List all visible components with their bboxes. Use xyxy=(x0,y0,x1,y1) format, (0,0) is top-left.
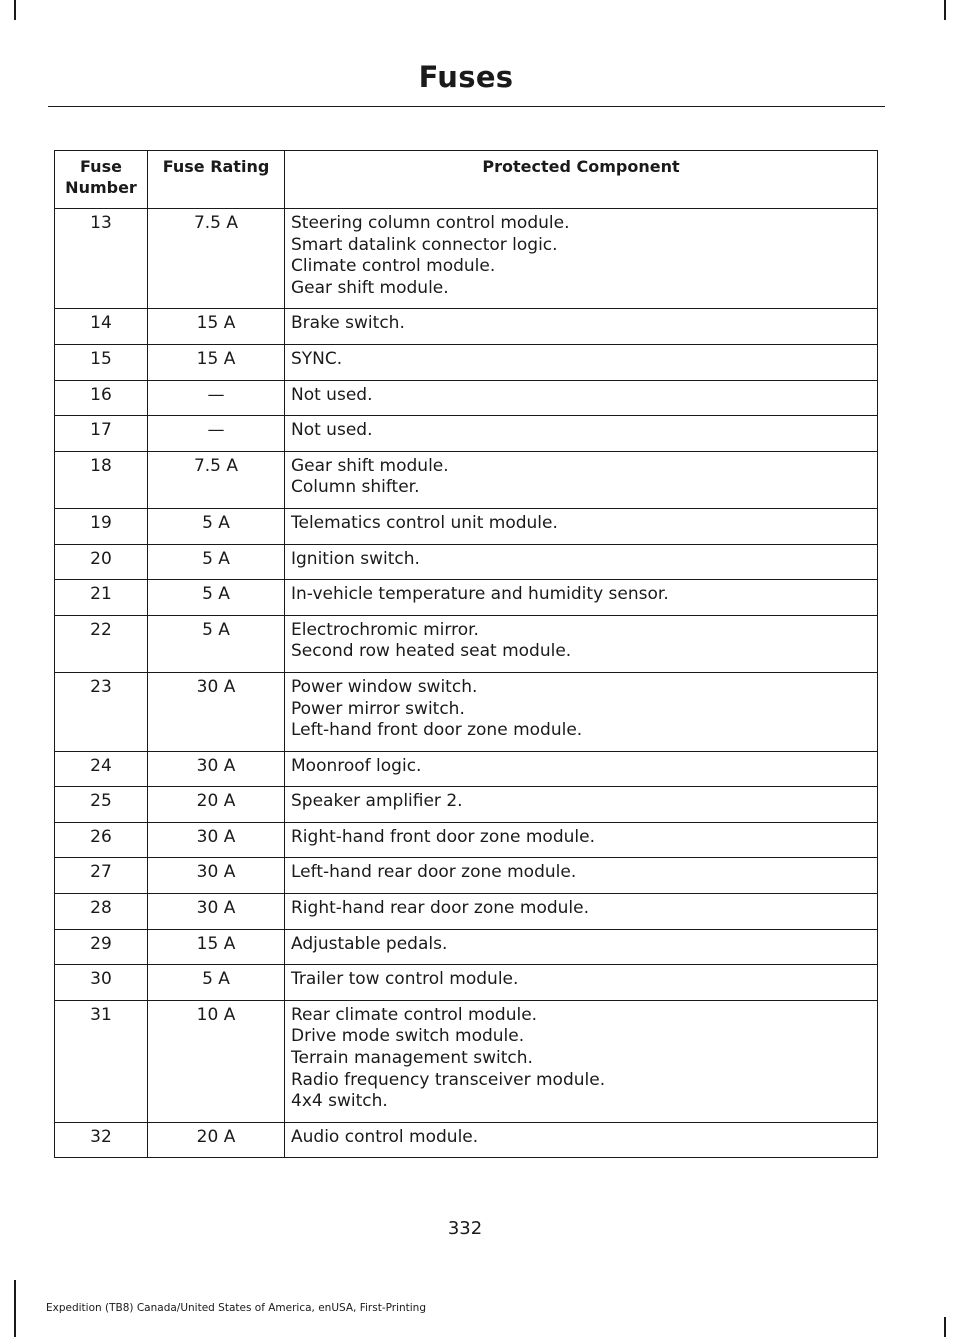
protected-component-item: Climate control module. xyxy=(291,256,496,277)
protected-component-item: Trailer tow control module. xyxy=(291,969,519,990)
fuse-number-cell: 32 xyxy=(55,1122,148,1158)
protected-component-item: Steering column control module. xyxy=(291,213,570,233)
table-row xyxy=(55,309,878,345)
fuse-rating-cell: 5 A xyxy=(148,544,285,580)
fuse-rating-cell: 5 A xyxy=(148,580,285,616)
protected-component-item: Ignition switch. xyxy=(291,548,420,569)
page-title: Fuses xyxy=(418,60,514,94)
fuse-rating-cell: 30 A xyxy=(148,751,285,787)
fuse-number-cell: 19 xyxy=(55,508,148,544)
fuse-number-cell: 29 xyxy=(55,929,148,965)
fuse-number-cell: 25 xyxy=(55,787,148,823)
protected-component-item: 4x4 switch. xyxy=(291,1091,388,1112)
table-row xyxy=(55,1000,878,1122)
protected-component-item: Column shifter. xyxy=(291,477,420,498)
protected-component-item: Second row heated seat module. xyxy=(291,641,572,662)
fuse-number-cell: 13 xyxy=(55,209,148,309)
protected-component-cell xyxy=(285,309,878,345)
protected-component-cell xyxy=(285,1000,878,1122)
protected-component-cell xyxy=(285,672,878,751)
column-header-fuse-rating: Fuse Rating xyxy=(148,151,285,209)
fuse-number-cell: 26 xyxy=(55,822,148,858)
fuse-rating-cell: 5 A xyxy=(148,615,285,672)
table-row xyxy=(55,822,878,858)
table-row xyxy=(55,751,878,787)
fuse-number-cell: 18 xyxy=(55,451,148,508)
column-header-protected-component: Protected Component xyxy=(285,151,878,209)
protected-component-cell xyxy=(285,416,878,452)
fuse-number-cell: 30 xyxy=(55,965,148,1001)
table-row xyxy=(55,1122,878,1158)
protected-component-item: Not used. xyxy=(291,420,373,441)
table-row xyxy=(55,544,878,580)
protected-component-item: SYNC. xyxy=(291,348,343,369)
fuse-rating-cell: 30 A xyxy=(148,858,285,894)
fuse-rating-cell: 20 A xyxy=(148,787,285,823)
protected-component-cell xyxy=(285,894,878,930)
table-row xyxy=(55,894,878,930)
protected-component-cell xyxy=(285,1122,878,1158)
table-row xyxy=(55,380,878,416)
protected-component-item: Adjustable pedals. xyxy=(291,933,448,954)
protected-component-cell xyxy=(285,544,878,580)
fuse-rating-cell: 20 A xyxy=(148,1122,285,1158)
protected-component-cell xyxy=(285,751,878,787)
table-row xyxy=(55,416,878,452)
protected-component-cell xyxy=(285,787,878,823)
fuse-number-cell: 22 xyxy=(55,615,148,672)
protected-component-cell xyxy=(285,508,878,544)
table-row xyxy=(55,965,878,1001)
column-header-fuse-number: Fuse Number xyxy=(55,151,148,209)
fuse-number-cell: 28 xyxy=(55,894,148,930)
protected-component-cell xyxy=(285,822,878,858)
fuse-number-cell: 27 xyxy=(55,858,148,894)
fuse-rating-cell: 15 A xyxy=(148,929,285,965)
protected-component-cell xyxy=(285,580,878,616)
table-row xyxy=(55,615,878,672)
protected-component-cell xyxy=(285,965,878,1001)
protected-component-item: In-vehicle temperature and humidity sensor. xyxy=(291,584,669,605)
protected-component-item: Electrochromic mirror. xyxy=(291,619,479,640)
fuse-number-cell: 16 xyxy=(55,380,148,416)
protected-component-item: Left-hand front door zone module. xyxy=(291,720,583,741)
protected-component-item: Audio control module. xyxy=(291,1126,479,1147)
protected-component-item: Left-hand rear door zone module. xyxy=(291,862,577,883)
fuse-table-body xyxy=(55,209,878,1158)
fuse-number-cell: 23 xyxy=(55,672,148,751)
protected-component-item: Gear shift module. xyxy=(291,277,449,298)
fuse-rating-cell: 5 A xyxy=(148,508,285,544)
protected-component-item: Right-hand rear door zone module. xyxy=(291,898,590,919)
table-row xyxy=(55,508,878,544)
protected-component-item: Telematics control unit module. xyxy=(291,512,558,533)
protected-component-cell xyxy=(285,929,878,965)
page-number: 332 xyxy=(447,1218,483,1239)
fuse-number-cell: 21 xyxy=(55,580,148,616)
protected-component-item: Speaker amplifier 2. xyxy=(291,791,463,812)
fuse-rating-cell: — xyxy=(148,416,285,452)
footer-text: Expedition (TB8) Canada/United States of America, enUSA, First-Printing xyxy=(46,1302,427,1314)
crop-mark-bottom-left xyxy=(14,1280,16,1337)
protected-component-item: Drive mode switch module. xyxy=(291,1026,525,1047)
crop-mark-bottom-right xyxy=(944,1317,946,1337)
table-row xyxy=(55,672,878,751)
fuse-rating-cell: 7.5 A xyxy=(148,209,285,309)
protected-component-cell xyxy=(285,858,878,894)
protected-component-item: Not used. xyxy=(291,384,373,405)
protected-component-cell xyxy=(285,209,878,309)
table-row xyxy=(55,858,878,894)
protected-component-item: Gear shift module. xyxy=(291,455,449,476)
protected-component-item: Brake switch. xyxy=(291,313,405,334)
protected-component-item: Terrain management switch. xyxy=(291,1048,533,1069)
table-row xyxy=(55,451,878,508)
fuse-number-cell: 15 xyxy=(55,344,148,380)
fuse-rating-cell: 15 A xyxy=(148,344,285,380)
fuse-number-cell: 20 xyxy=(55,544,148,580)
crop-mark-top-right xyxy=(944,0,946,20)
fuse-number-cell: 17 xyxy=(55,416,148,452)
fuse-number-cell: 24 xyxy=(55,751,148,787)
table-row xyxy=(55,580,878,616)
protected-component-item: Power window switch. xyxy=(291,676,478,697)
fuse-rating-cell: 7.5 A xyxy=(148,451,285,508)
table-row xyxy=(55,209,878,309)
fuse-rating-cell: 30 A xyxy=(148,672,285,751)
title-rule xyxy=(48,106,885,107)
table-row xyxy=(55,787,878,823)
fuse-rating-cell: 30 A xyxy=(148,894,285,930)
protected-component-item: Radio frequency transceiver module. xyxy=(291,1069,606,1090)
fuse-table xyxy=(54,150,878,1158)
crop-mark-top-left xyxy=(14,0,16,20)
fuse-rating-cell: 5 A xyxy=(148,965,285,1001)
protected-component-cell xyxy=(285,451,878,508)
protected-component-item: Rear climate control module. xyxy=(291,1004,538,1025)
protected-component-item: Moonroof logic. xyxy=(291,755,422,776)
protected-component-cell xyxy=(285,380,878,416)
table-row xyxy=(55,344,878,380)
fuse-rating-cell: 10 A xyxy=(148,1000,285,1122)
fuse-rating-cell: 30 A xyxy=(148,822,285,858)
fuse-number-cell: 14 xyxy=(55,309,148,345)
protected-component-item: Power mirror switch. xyxy=(291,698,465,719)
table-row xyxy=(55,929,878,965)
table-header-row xyxy=(55,151,878,209)
protected-component-item: Smart datalink connector logic. xyxy=(291,234,558,255)
fuse-rating-cell: 15 A xyxy=(148,309,285,345)
protected-component-cell xyxy=(285,344,878,380)
protected-component-cell xyxy=(285,615,878,672)
fuse-number-cell: 31 xyxy=(55,1000,148,1122)
fuse-rating-cell: — xyxy=(148,380,285,416)
protected-component-item: Right-hand front door zone module. xyxy=(291,826,595,847)
